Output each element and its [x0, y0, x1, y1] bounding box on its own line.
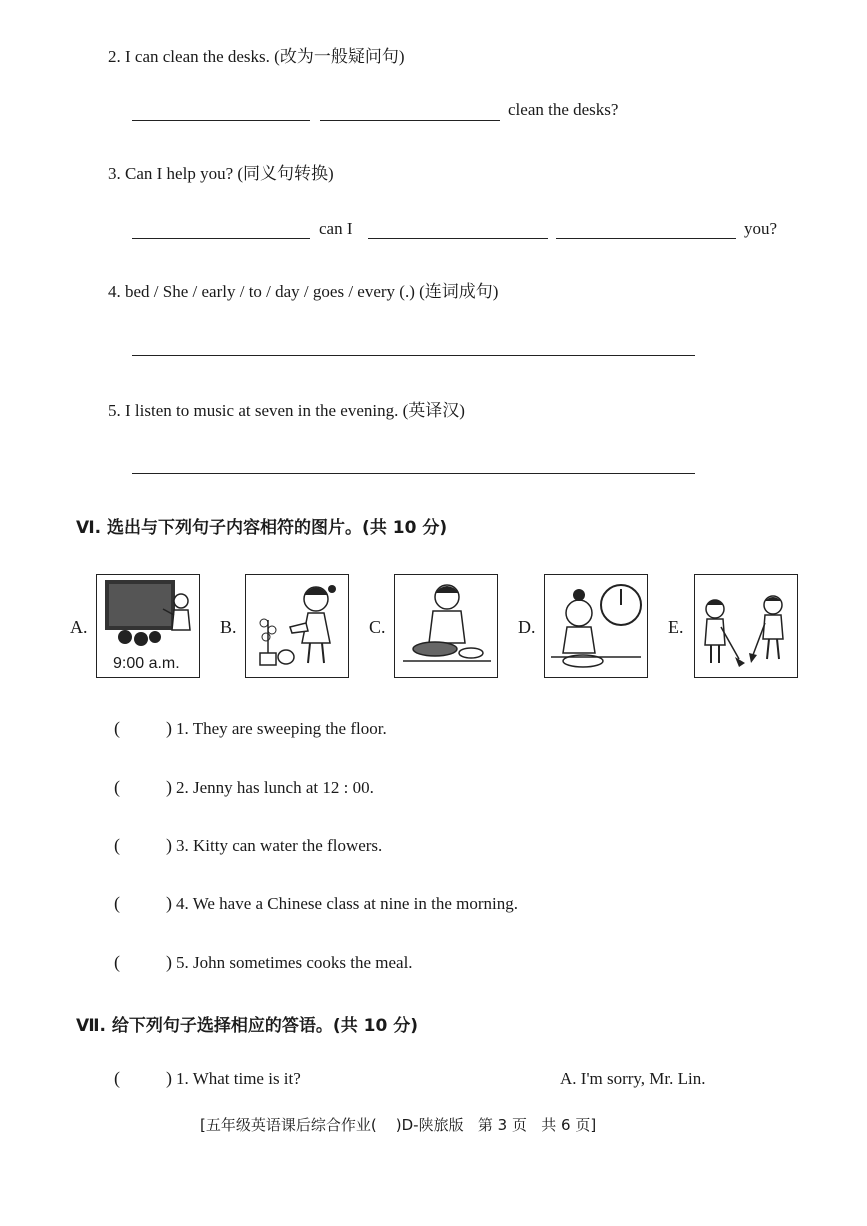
picture-d-letter: D. [518, 617, 536, 637]
question-3-tail: you? [744, 219, 778, 238]
girl-watering-flowers-icon [246, 575, 348, 677]
answer-blank[interactable] [320, 120, 500, 121]
answer-blank[interactable] [132, 238, 310, 239]
answer-paren-open: ( [114, 952, 120, 972]
answer-paren-open: ( [114, 718, 120, 738]
children-sweeping-icon [695, 575, 797, 677]
answer-line[interactable] [132, 355, 695, 356]
question-4-prompt: 4. bed / She / early / to / day / goes / every (.) (连词成句) [108, 282, 499, 301]
girl-eating-lunch-clock-icon [545, 575, 647, 677]
section-7-title: Ⅶ. 给下列句子选择相应的答语。(共 10 分) [76, 1016, 418, 1036]
answer-paren-close: ) [166, 893, 172, 913]
answer-blank[interactable] [132, 120, 310, 121]
boy-cooking-icon [395, 575, 497, 677]
question-3-mid: can I [319, 219, 353, 238]
picture-b-letter: B. [220, 617, 237, 637]
question-3-prompt: 3. Can I help you? (同义句转换) [108, 164, 334, 183]
question-2-prompt: 2. I can clean the desks. (改为一般疑问句) [108, 47, 405, 66]
section-6-item-2: 2. Jenny has lunch at 12 : 00. [176, 778, 374, 797]
section-6-item-1: 1. They are sweeping the floor. [176, 719, 387, 738]
section-7-item-1: 1. What time is it? [176, 1069, 301, 1088]
section-6-item-3: 3. Kitty can water the flowers. [176, 836, 383, 855]
picture-a [96, 574, 200, 678]
answer-paren-close: ) [166, 835, 172, 855]
answer-paren-open: ( [114, 893, 120, 913]
answer-paren-open: ( [114, 777, 120, 797]
answer-paren-open: ( [114, 1068, 120, 1088]
answer-paren-close: ) [166, 1068, 172, 1088]
answer-paren-close: ) [166, 952, 172, 972]
section-6-item-5: 5. John sometimes cooks the meal. [176, 953, 413, 972]
section-7-option-a: A. I'm sorry, Mr. Lin. [560, 1069, 706, 1088]
answer-paren-close: ) [166, 777, 172, 797]
picture-e [694, 574, 798, 678]
picture-c-letter: C. [369, 617, 386, 637]
page-footer: [五年级英语课后综合作业( )D-陕旅版 第 3 页 共 6 页] [200, 1116, 597, 1134]
answer-line[interactable] [132, 473, 695, 474]
section-6-item-4: 4. We have a Chinese class at nine in the morning. [176, 894, 519, 913]
picture-b [245, 574, 349, 678]
answer-blank[interactable] [368, 238, 548, 239]
section-6-title: Ⅵ. 选出与下列句子内容相符的图片。(共 10 分) [76, 518, 448, 538]
picture-d [544, 574, 648, 678]
picture-c [394, 574, 498, 678]
answer-paren-close: ) [166, 718, 172, 738]
picture-e-letter: E. [668, 617, 684, 637]
picture-a-letter: A. [70, 617, 88, 637]
question-5-prompt: 5. I listen to music at seven in the evening. (英译汉) [108, 401, 465, 420]
picture-a-caption: 9:00 a.m. [113, 655, 180, 672]
answer-blank[interactable] [556, 238, 736, 239]
answer-paren-open: ( [114, 835, 120, 855]
question-2-tail: clean the desks? [508, 100, 619, 119]
